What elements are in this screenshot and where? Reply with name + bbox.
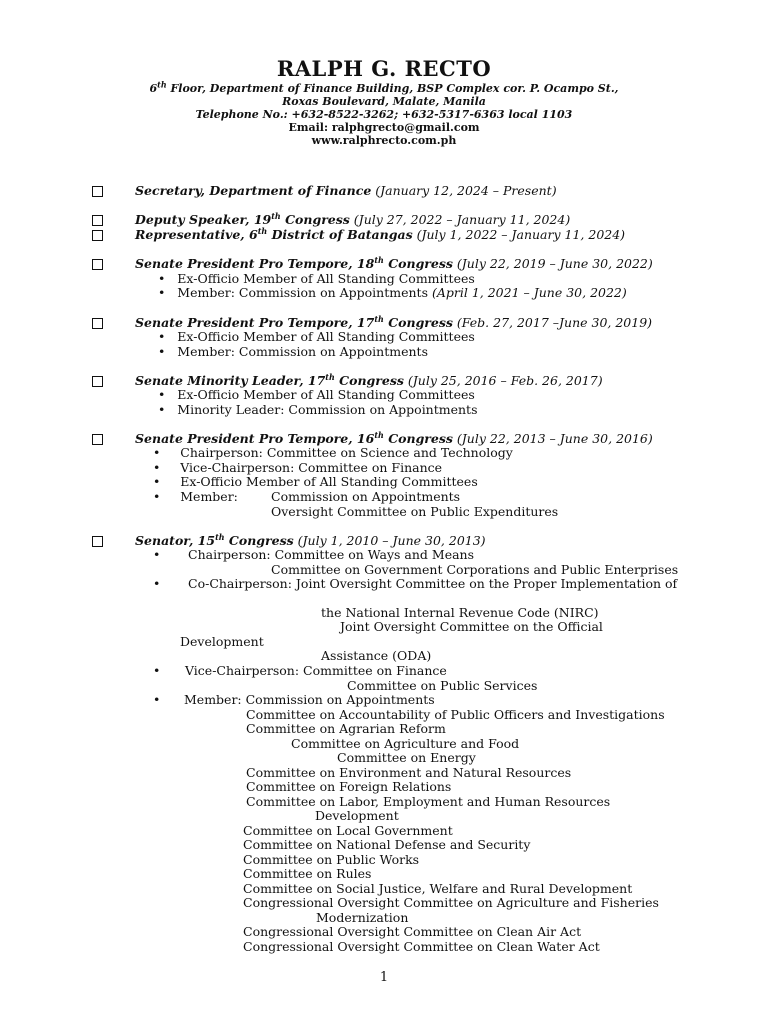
document-title: RALPH G. RECTO: [276, 56, 492, 81]
list-item: • Member: Commission on Appointments (April 1, 2021 – June 30, 2022): [158, 285, 627, 300]
checkbox-icon: [92, 318, 103, 329]
entry-3: Senate President Pro Tempore, 18th Congress (July 22, 2019 – June 30, 2022): [135, 254, 653, 271]
cochair-line-3: Joint Oversight Committee on the Official: [340, 619, 603, 634]
list-item: •: [153, 663, 161, 678]
entry-5: Senate Minority Leader, 17th Congress (July 25, 2016 – Feb. 26, 2017): [135, 371, 603, 388]
member-item: Modernization: [316, 910, 409, 925]
member-item: Committee on Public Works: [243, 852, 420, 867]
entry-6: Senate President Pro Tempore, 16th Congress (July 22, 2013 – June 30, 2016): [135, 429, 653, 446]
member-item: Congressional Oversight Committee on Clean Air Act: [243, 924, 582, 939]
member-item: Committee on National Defense and Security: [243, 837, 531, 852]
checkbox-icon: [92, 259, 103, 270]
chair-line-2: Committee on Government Corporations and Public Enterprises: [271, 562, 679, 577]
list-item: • Chairperson: Committee on Science and Technology: [153, 445, 513, 460]
list-item: • Vice-Chairperson: Committee on Finance: [153, 460, 443, 475]
phone-line: Telephone No.: +632-8522-3262; +632-5317-6363 local 1103: [195, 108, 573, 121]
list-item: • Member: Commission on Appointments: [158, 344, 428, 359]
cochair-line-5: Assistance (ODA): [321, 648, 432, 663]
entry-1: Deputy Speaker, 19th Congress (July 27, 2022 – January 11, 2024): [135, 210, 571, 227]
list-item: • Minority Leader: Commission on Appointments: [158, 402, 478, 417]
list-item: • Member:: [153, 489, 238, 504]
checkbox-icon: [92, 434, 103, 445]
entry-2: Representative, 6th District of Batangas (July 1, 2022 – January 11, 2024): [135, 225, 626, 242]
list-item: • Ex-Officio Member of All Standing Committees: [158, 329, 475, 344]
cochair-line-2: the National Internal Revenue Code (NIRC): [321, 605, 599, 620]
entry-0: Secretary, Department of Finance (January 12, 2024 – Present): [135, 183, 557, 198]
member-item: Committee on Accountability of Public Officers and Investigations: [246, 707, 665, 722]
list-item: • Ex-Officio Member of All Standing Committees: [158, 271, 475, 286]
member-item: Committee on Agriculture and Food: [291, 736, 520, 751]
member-item: Development: [315, 808, 399, 823]
list-item: •: [153, 547, 161, 562]
member-item: Congressional Oversight Committee on Clean Water Act: [243, 939, 600, 954]
list-item: • Ex-Officio Member of All Standing Committees: [153, 474, 478, 489]
member-item: Committee on Social Justice, Welfare and Rural Development: [243, 881, 633, 896]
member-item: Commission on Appointments: [271, 489, 461, 504]
list-item: •: [153, 692, 161, 707]
list-item: •: [153, 576, 161, 591]
member-item: Committee on Energy: [337, 750, 476, 765]
member-item: Committee on Agrarian Reform: [246, 721, 446, 736]
address-line-1: 6th Floor, Department of Finance Building, BSP Complex cor. P. Ocampo St.,: [149, 79, 619, 95]
checkbox-icon: [92, 536, 103, 547]
list-item: • Ex-Officio Member of All Standing Committees: [158, 387, 475, 402]
checkbox-icon: [92, 215, 103, 226]
email-line: Email: ralphgrecto@gmail.com: [288, 121, 480, 134]
cochair-line-4: Development: [180, 634, 264, 649]
entry-7: Senator, 15th Congress (July 1, 2010 – June 30, 2013): [135, 531, 486, 548]
member-item: Committee on Environment and Natural Resources: [246, 765, 572, 780]
website-line: www.ralphrecto.com.ph: [311, 134, 457, 147]
checkbox-icon: [92, 230, 103, 241]
cochair-line: Co-Chairperson: Joint Oversight Committee on the Proper Implementation of: [188, 576, 678, 591]
checkbox-icon: [92, 376, 103, 387]
member-item: Committee on Foreign Relations: [246, 779, 452, 794]
chair-line: Chairperson: Committee on Ways and Means: [188, 547, 475, 562]
member-line: Member: Commission on Appointments: [184, 692, 435, 707]
page-number: 1: [379, 970, 389, 985]
member-item: Committee on Local Government: [243, 823, 453, 838]
member-item: Committee on Labor, Employment and Human Resources: [246, 794, 611, 809]
vice-line: Vice-Chairperson: Committee on Finance: [185, 663, 447, 678]
vice-line-2: Committee on Public Services: [347, 678, 538, 693]
member-item: Congressional Oversight Committee on Agriculture and Fisheries: [243, 895, 659, 910]
member-item: Committee on Rules: [243, 866, 372, 881]
address-line-2: Roxas Boulevard, Malate, Manila: [282, 95, 486, 108]
entry-4: Senate President Pro Tempore, 17th Congress (Feb. 27, 2017 –June 30, 2019): [135, 313, 653, 330]
checkbox-icon: [92, 186, 103, 197]
member-item: Oversight Committee on Public Expenditures: [271, 504, 559, 519]
